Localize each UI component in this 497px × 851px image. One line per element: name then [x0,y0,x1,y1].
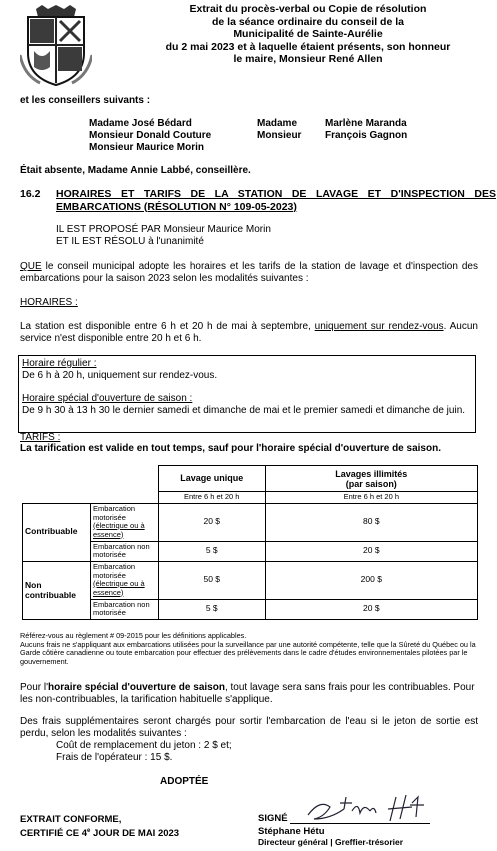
note-line: Aucuns frais ne s'appliquant aux embarcations utilisées pour la surveillance par une autorité compétente, telle que la Sûreté du Québec ou la Garde côtière canadienne ou toute embarcation pour effectuer des prélèvements dans le cadre d'études environnementales pilotées par le gouvernement. [20,639,476,666]
category-label: Embarcation motorisée [92,504,136,522]
table-row [23,541,478,561]
price-cell: 50 $ [158,561,265,599]
col-header-illimite-line2: (par saison) [345,478,397,489]
category-motorisee [90,561,158,599]
price-cell: 80 $ [265,503,477,541]
extra-fee-item: Coût de remplacement du jeton : 2 $ et; [56,740,232,751]
horaires-text-a: La station est disponible entre 6 h et 20 h de mai à septembre, [20,321,315,332]
council-member: Monsieur Donald Couture [89,130,212,141]
handwritten-signature-icon [300,793,440,825]
signe-label: SIGNÉ [258,813,288,824]
section-title: HORAIRES ET TARIFS DE LA STATION DE LAVAGE ET D'INSPECTION DES EMBARCATIONS (RÉSOLUTION N° 109-05-2023) [56,188,496,213]
sub-header-unique: Entre 6 h et 20 h [158,492,265,504]
note-line: Référez-vous au règlement # 09-2015 pour les définitions applicables. [20,631,247,640]
council-member: Marlène Maranda [325,118,407,129]
document-header [118,3,497,66]
category-sublabel: (électrique ou à essence) [92,579,145,597]
tarifs-table [22,465,478,620]
special-text-c: , tout lavage sera sans frais pour les contribuables. Pour les non-contribuables, la tarification habituelle s'applique. [20,682,475,705]
category-non-motorisee: Embarcation non motorisée [90,541,158,561]
header-line: le maire, Monsieur René Allen [233,53,383,65]
table-row [23,561,478,599]
que-text: le conseil municipal adopte les horaires et les tarifs de la station de lavage et d'inspection des embarcations pour la saison 2023 selon les modalités suivantes : [20,261,478,284]
signatory-name: Stéphane Hétu [258,826,325,837]
section-title-block [20,188,497,214]
col-header-illimite-line1: Lavages illimités [335,468,408,479]
council-member: Madame José Bédard [89,118,192,129]
council-intro: et les conseillers suivants : [20,95,151,106]
special-label: Horaire spécial d'ouverture de saison : [22,393,193,404]
header-line: Municipalité de Sainte-Aurélie [233,28,383,40]
extra-fees-paragraph: Des frais supplémentaires seront chargés pour sortir l'embarcation de l'eau si le jeton de sortie est perdu, selon les modalités suivantes : [20,716,478,739]
extra-fee-item: Frais de l'opérateur : 15 $. [56,752,173,763]
table-row [23,599,478,619]
special-paragraph [20,682,478,706]
group-non-contribuable: Non contribuable [23,561,91,619]
extra-fees-list [56,740,356,764]
price-cell: 5 $ [158,599,265,619]
council-left-list [89,118,211,154]
council-member: Monsieur Maurice Morin [89,142,205,153]
signatory-block [258,826,403,848]
regulier-label: Horaire régulier : [22,358,97,369]
price-cell: 200 $ [265,561,477,599]
horaires-heading: HORAIRES : [20,297,78,308]
horaires-text-b: . Aucun service n'est disponible entre 20 h et 6 h. [20,321,478,344]
que-word: QUE [20,261,42,272]
extract-certification [20,814,179,839]
table-row [23,503,478,541]
col-header-unique: Lavage unique [158,466,265,492]
extract-line2: CERTIFIÉ CE 4e JOUR DE MAI 2023 [20,827,180,839]
tarifs-subheading: La tarification est valide en tout temps, sauf pour l'horaire spécial d'ouverture de saison. [20,443,441,454]
council-member: François Gagnon [325,130,408,141]
special-text-bold: horaire spécial d'ouverture de saison [48,682,225,693]
horaires-text-underlined: uniquement sur rendez-vous [314,321,444,332]
proposal-block [56,224,436,248]
category-sublabel: (électrique ou à essence) [92,521,145,539]
category-label: Embarcation motorisée [92,562,136,580]
group-contribuable: Contribuable [23,503,91,561]
special-text: De 9 h 30 à 13 h 30 le dernier samedi et dimanche de mai et le premier samedi et dimanche de juin. [22,405,466,416]
price-cell: 20 $ [158,503,265,541]
absent-note: Était absente, Madame Annie Labbé, conseillère. [20,165,251,176]
header-line: Extrait du procès-verbal ou Copie de résolution [189,3,427,15]
category-motorisee [90,503,158,541]
section-number: 16.2 [20,188,41,200]
council-member-title: Monsieur [257,130,302,141]
municipality-logo-icon [20,5,92,87]
adopted-label: ADOPTÉE [160,776,209,787]
table-notes [20,632,480,666]
council-member-title: Madame [257,118,298,129]
extract-line1: EXTRAIT CONFORME, [20,814,122,825]
col-header-illimite [265,466,477,492]
sub-header-illimite: Entre 6 h et 20 h [265,492,477,504]
category-non-motorisee: Embarcation non motorisée [90,599,158,619]
proposed-by: IL EST PROPOSÉ PAR Monsieur Maurice Morin [56,224,271,235]
council-right-titles [257,118,301,142]
header-line: du 2 mai 2023 et à laquelle étaient présents, son honneur [165,40,451,53]
special-text-a: Pour l' [20,682,49,693]
regulier-text: De 6 h à 20 h, uniquement sur rendez-vous. [22,370,218,381]
tarifs-heading: TARIFS : [20,432,61,443]
council-right-names [325,118,407,142]
horaires-paragraph [20,321,478,345]
price-cell: 20 $ [265,541,477,561]
resolved: ET IL EST RÉSOLU à l'unanimité [56,236,204,247]
price-cell: 5 $ [158,541,265,561]
que-paragraph [20,261,478,285]
signatory-title: Directeur général | Greffier-trésorier [258,837,404,847]
price-cell: 20 $ [265,599,477,619]
horaires-box [18,355,476,433]
header-line: de la séance ordinaire du conseil de la [212,15,404,28]
